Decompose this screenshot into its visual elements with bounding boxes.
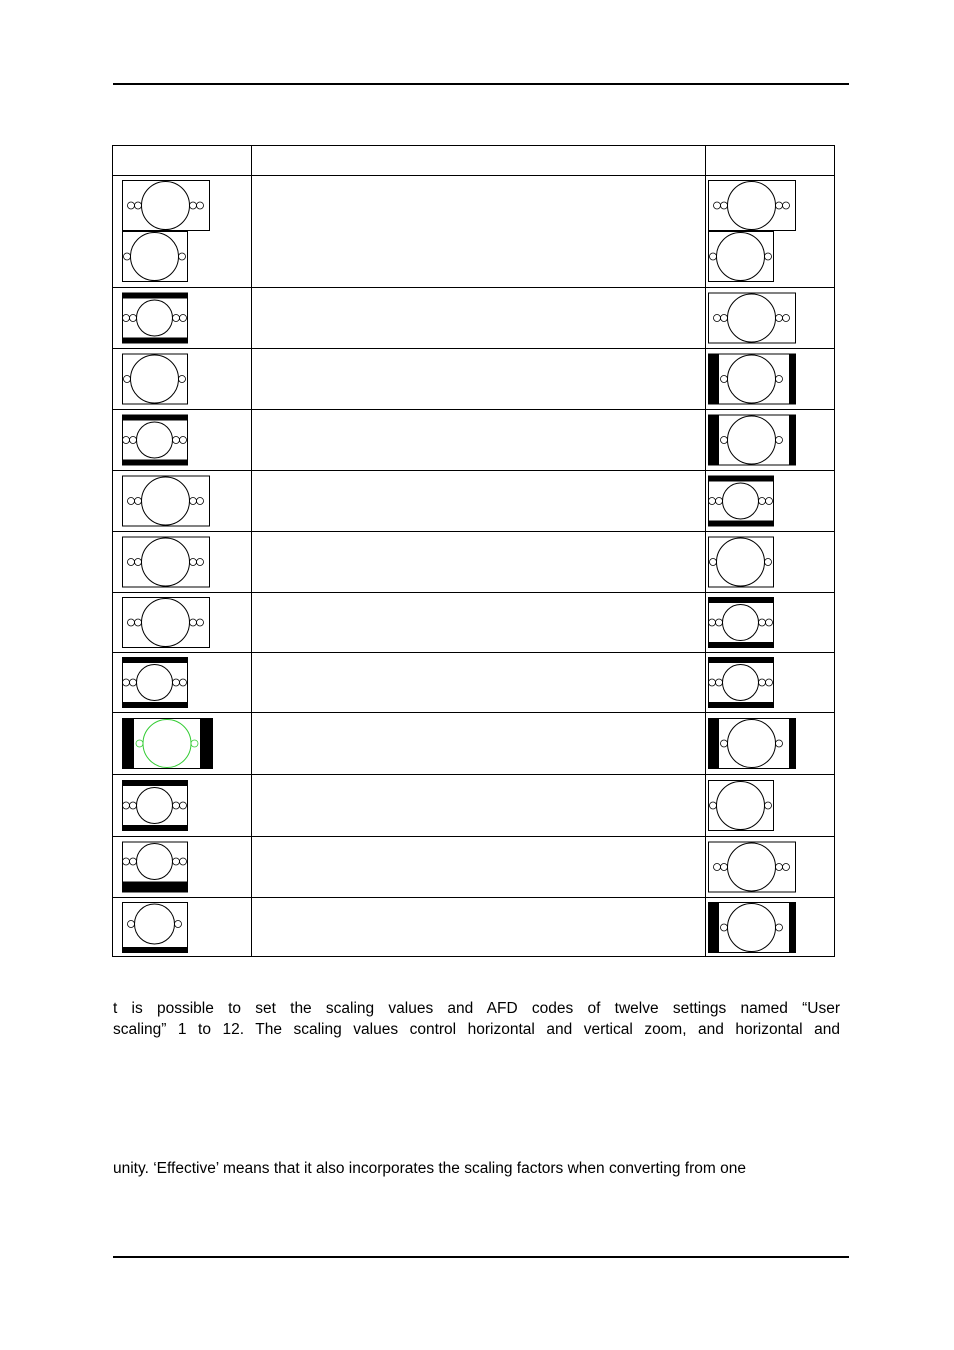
wide-pillarbox-frame-icon <box>708 902 796 953</box>
narrow-plain-frame-icon <box>709 781 774 831</box>
user-scaling-paragraph <box>113 998 840 1040</box>
wide-plain-frame-icon <box>123 537 210 587</box>
narrow-bottomline-frame-icon <box>122 903 188 954</box>
narrow-letterbox-frame-icon <box>708 657 774 708</box>
paragraph-line: scaling” 1 to 12. The scaling values control horizontal and vertical zoom, and horizontal and <box>113 1021 840 1038</box>
wide-plain-frame-icon <box>709 293 796 343</box>
narrow-letterbox-frame-icon <box>122 415 188 466</box>
narrow-plain-frame-icon <box>123 232 188 282</box>
wide-pillarbox-frame-icon <box>708 718 796 769</box>
afd-conversion-table <box>112 145 835 957</box>
narrow-letterbox-frame-icon <box>708 476 774 527</box>
paragraph-line: t is possible to set the scaling values and AFD codes of twelve settings named “User <box>113 1000 840 1017</box>
paragraph-line: unity. ‘Effective’ means that it also incorporates the scaling factors when converting from one <box>113 1160 746 1177</box>
narrow-letterbox-frame-icon <box>122 657 188 708</box>
narrow-letterbox-frame-icon <box>122 293 188 344</box>
wide-plain-frame-icon <box>123 598 210 648</box>
wide-plain-frame-icon <box>709 181 796 231</box>
wide-pillarbox-frame-icon <box>708 415 796 466</box>
wide-plain-frame-icon <box>123 181 210 231</box>
wide-plain-frame-icon <box>123 476 210 526</box>
narrow-plain-frame-icon <box>123 354 188 404</box>
effective-scaling-paragraph <box>113 1158 840 1179</box>
wide-pillarbox-green-frame-icon <box>122 718 213 769</box>
narrow-letterbox-frame-icon <box>708 597 774 648</box>
header-rule <box>113 83 849 85</box>
narrow-plain-frame-icon <box>709 537 774 587</box>
narrow-plain-frame-icon <box>709 232 774 282</box>
narrow-letterbox-frame-icon <box>122 780 188 831</box>
narrow-bottombar-frame-icon <box>122 842 188 893</box>
footer-rule <box>113 1256 849 1258</box>
wide-plain-frame-icon <box>709 842 796 892</box>
wide-pillarbox-frame-icon <box>708 354 796 405</box>
